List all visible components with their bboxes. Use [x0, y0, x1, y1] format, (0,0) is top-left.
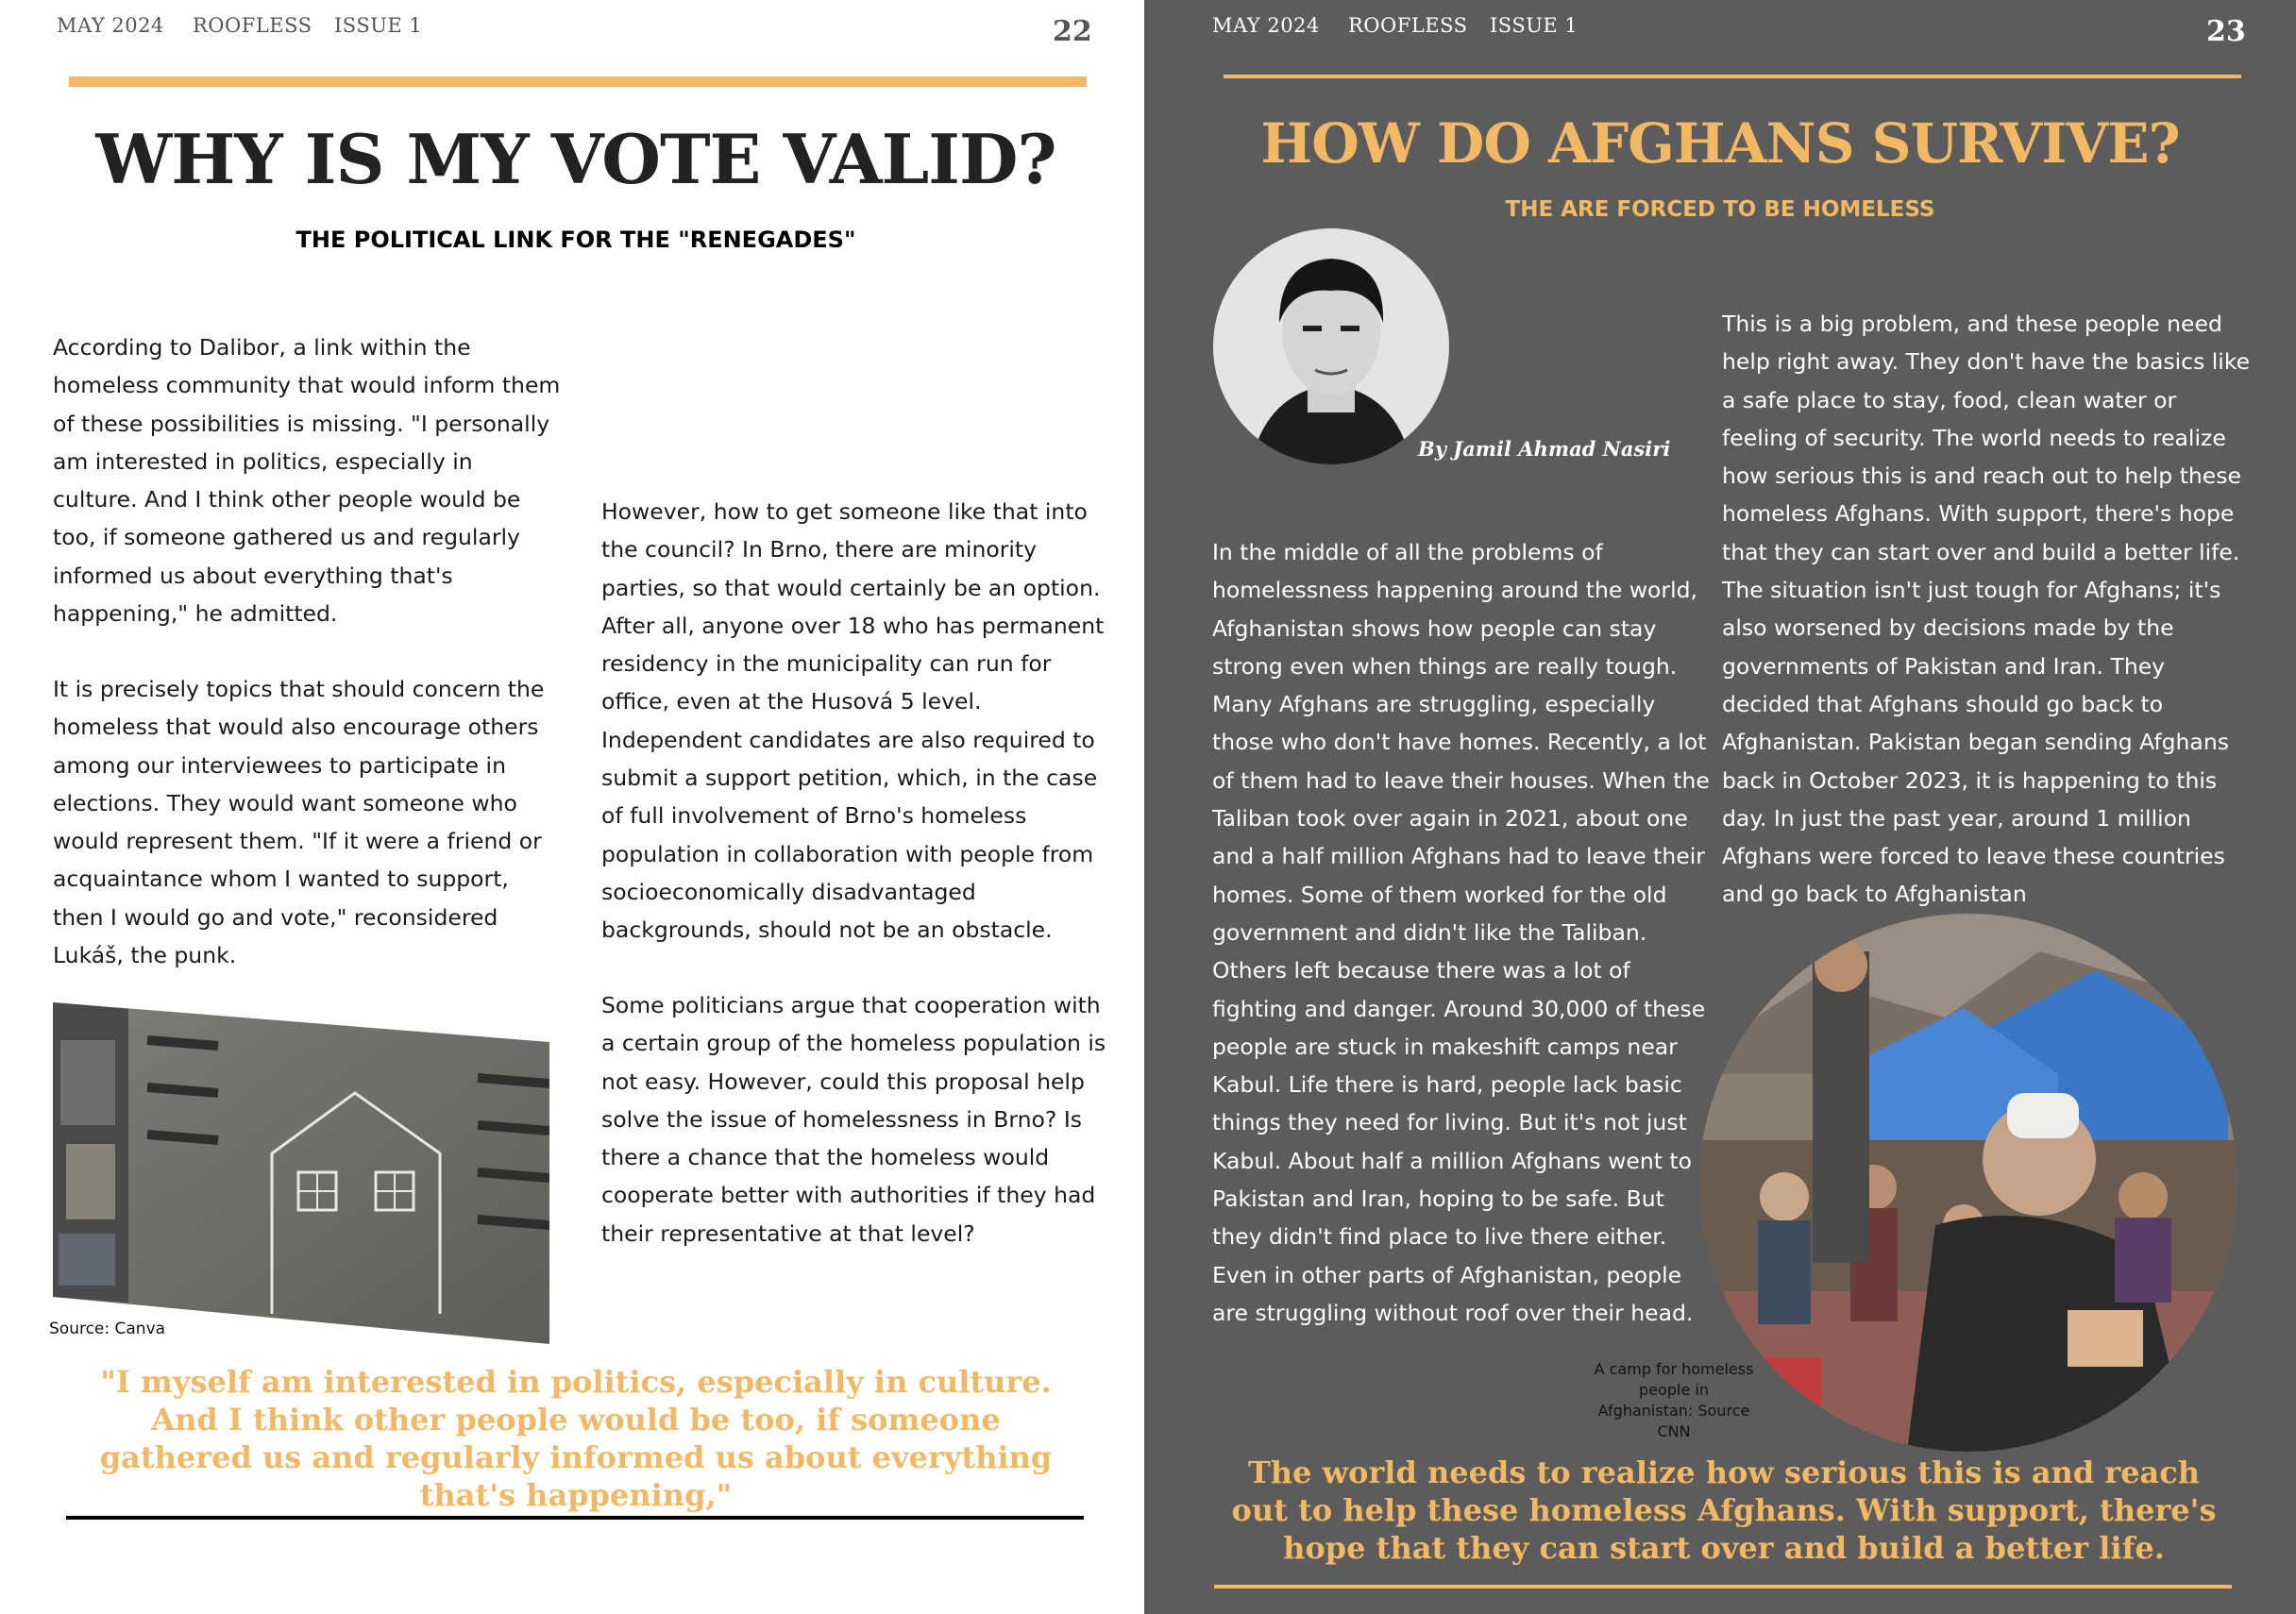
body-paragraph: However, how to get someone like that into the council? In Brno, there are minority parties, so that would certainly be an option. After all, anyone over 18 who has permanent residency in the municipality can run for office, even at the Husová 5 level. Independent candidates are also required to submit a support petition, which, in the case of full involvement of Brno's homeless population in collaboration with people from socioeconomically disadvantaged backgrounds, should not be an obstacle. — [601, 498, 1105, 944]
page-title: WHY IS MY VOTE VALID? — [95, 119, 1056, 199]
header-rule — [1224, 75, 2241, 78]
header-rule — [69, 76, 1087, 87]
pull-quote: "I myself am interested in politics, especially in culture. And I think other people would be too, if someone gathered us and regularly informed us about everything that's happening," — [99, 1364, 1053, 1513]
page-22 — [0, 0, 1144, 1614]
body-paragraph: According to Dalibor, a link within the homeless community that would inform them of these possibilities is missing. "I personally am interested in politics, especially in culture. And I think other people would be too, if someone gathered us and regularly informed us about everything that's happening," he admitted. — [53, 334, 561, 628]
header-magazine: ROOFLESS — [193, 14, 312, 37]
page-number: 23 — [2206, 15, 2246, 48]
page-subtitle: THE POLITICAL LINK FOR THE "RENEGADES" — [295, 227, 856, 253]
page-23 — [1144, 0, 2296, 1614]
body-paragraph: This is a big problem, and these people need help right away. They don't have the basics like a safe place to stay, food, clean water or feeling of security. The world needs to realize how serious this is and reach out to help these homeless Afghans. With support, there's hope that they can start over and build a better life. The situation isn't just tough for Afghans; it's also worsened by decisions made by the governments of Pakistan and Iran. They decided that Afghans should go back to Afghanistan. Pakistan began sending Afghans back in October 2023, it is happening to this day. In just the past year, around 1 million Afghans were forced to leave these countries and go back to Afghanistan — [1722, 311, 2251, 908]
header-issue: ISSUE 1 — [1490, 14, 1578, 37]
body-paragraph: Some politicians argue that cooperation with a certain group of the homeless population is not easy. However, could this proposal help solve the issue of homelessness in Brno? Is there a chance that the homeless would cooperate better with authorities if they had their representative at that level? — [601, 992, 1106, 1247]
page-subtitle: THE ARE FORCED TO BE HOMELESS — [1505, 197, 1935, 222]
header-issue: ISSUE 1 — [334, 14, 423, 37]
photo-caption: A camp for homeless people in Afghanistan: Source CNN — [1594, 1360, 1754, 1440]
body-paragraph: It is precisely topics that should concern the homeless that would also encourage others among our interviewees to participate in elections. They would want someone who would represent them. "If it were a friend or acquaintance whom I wanted to support, then I would go and vote," reconsidered Lukáš, the punk. — [53, 676, 545, 969]
chalk-house-photo — [53, 1002, 549, 1344]
page-title: HOW DO AFGHANS SURVIVE? — [1260, 111, 2180, 176]
header-date: MAY 2024 — [1212, 14, 1320, 37]
pull-quote: The world needs to realize how serious this is and reach out to help these homeless Afghans. With support, there's hope that they can start over and build a better life. — [1231, 1454, 2217, 1566]
header-magazine: ROOFLESS — [1348, 14, 1468, 37]
page-number: 22 — [1053, 15, 1092, 48]
body-paragraph: In the middle of all the problems of homelessness happening around the world, Afghanistan shows how people can stay strong even when things are really tough. Many Afghans are struggling, especially those who don't have homes. Recently, a lot of them had to leave their houses. When the Taliban took over again in 2021, about one and a half million Afghans had to leave their homes. Some of them worked for the old government and didn't like the Taliban. Others left because there was a lot of fighting and danger. Around 30,000 of these people are stuck in makeshift camps near Kabul. Life there is hard, people lack basic things they need for living. But it's not just Kabul. About half a million Afghans went to Pakistan and Iran, hoping to be safe. But they didn't find place to live there either. Even in other parts of Afghanistan, people are struggling without roof over their head. — [1212, 539, 1710, 1326]
author-avatar — [1213, 228, 1449, 464]
footer-rule — [1214, 1585, 2232, 1589]
header-date: MAY 2024 — [57, 14, 164, 37]
photo-caption: Source: Canva — [49, 1320, 166, 1338]
footer-rule — [66, 1516, 1084, 1520]
byline: By Jamil Ahmad Nasiri — [1418, 437, 1671, 461]
camp-photo — [1699, 914, 2237, 1452]
